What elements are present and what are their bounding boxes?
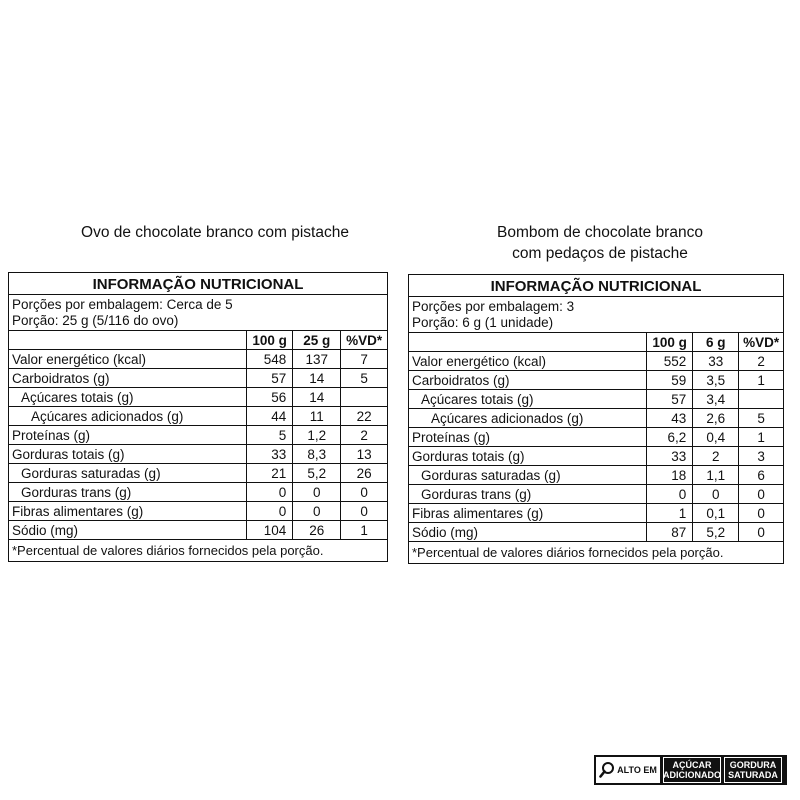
nutrient-value: 2 — [693, 447, 739, 466]
nutrient-value: 0 — [739, 485, 783, 504]
nutrient-name: Sódio (mg) — [9, 521, 247, 540]
nutrient-value: 33 — [647, 447, 693, 466]
right-column-header: 100 g — [647, 333, 693, 352]
right-column-header — [409, 333, 647, 352]
left-title-line: Ovo de chocolate branco com pistache — [81, 224, 349, 241]
added-sugar-box — [663, 757, 721, 783]
nutrient-name: Gorduras trans (g) — [9, 483, 247, 502]
nutrient-value: 0 — [739, 504, 783, 523]
right-title-line-1: Bombom de chocolate branco — [497, 224, 703, 241]
table-row — [9, 369, 387, 388]
nutrient-name: Gorduras saturadas (g) — [409, 466, 647, 485]
saturated-fat-line-1: GORDURA — [729, 760, 777, 770]
left-serving-info — [9, 295, 387, 331]
nutrient-value: 2 — [341, 426, 387, 445]
nutrient-value: 552 — [647, 352, 693, 371]
table-row — [409, 428, 783, 447]
right-portion-size: Porção: 6 g (1 unidade) — [412, 315, 554, 330]
left-column-header — [9, 331, 247, 350]
nutrient-name: Valor energético (kcal) — [9, 350, 247, 369]
nutrient-value: 6,2 — [647, 428, 693, 447]
right-product-title — [405, 222, 795, 264]
nutrient-value: 1,2 — [293, 426, 341, 445]
nutrient-value: 13 — [341, 445, 387, 464]
right-servings-per-package: Porções por embalagem: 3 — [412, 299, 575, 314]
table-row — [9, 426, 387, 445]
table-row — [409, 371, 783, 390]
table-row — [409, 523, 783, 542]
nutrient-value: 87 — [647, 523, 693, 542]
saturated-fat-box — [724, 757, 782, 783]
nutrient-value: 2,6 — [693, 409, 739, 428]
right-footnote: *Percentual de valores diários fornecidos pela porção. — [412, 545, 724, 560]
front-warning-badge — [594, 755, 787, 785]
nutrient-name: Açúcares totais (g) — [409, 390, 647, 409]
right-label-header: INFORMAÇÃO NUTRICIONAL — [409, 275, 783, 297]
nutrient-value: 137 — [293, 350, 341, 369]
nutrient-name: Açúcares adicionados (g) — [9, 407, 247, 426]
right-column-header: 6 g — [693, 333, 739, 352]
right-title-line-2: com pedaços de pistache — [512, 245, 688, 262]
nutrient-value: 0,4 — [693, 428, 739, 447]
table-row — [409, 485, 783, 504]
added-sugar-line-2: ADICIONADO — [663, 770, 721, 780]
nutrient-value: 1 — [341, 521, 387, 540]
nutrient-value: 0 — [247, 483, 293, 502]
nutrient-value: 11 — [293, 407, 341, 426]
right-column-header: %VD* — [739, 333, 783, 352]
table-row — [9, 521, 387, 540]
nutrient-name: Valor energético (kcal) — [409, 352, 647, 371]
nutrient-value: 57 — [647, 390, 693, 409]
nutrient-value: 18 — [647, 466, 693, 485]
nutrient-name: Gorduras trans (g) — [409, 485, 647, 504]
table-row — [9, 483, 387, 502]
nutrient-value: 56 — [247, 388, 293, 407]
table-row — [9, 388, 387, 407]
nutrient-value: 0 — [693, 485, 739, 504]
left-label-header: INFORMAÇÃO NUTRICIONAL — [9, 273, 387, 295]
nutrient-value: 5 — [247, 426, 293, 445]
right-column-header-row — [409, 333, 783, 352]
table-row — [409, 409, 783, 428]
left-column-header: 100 g — [247, 331, 293, 350]
nutrient-value: 548 — [247, 350, 293, 369]
nutrient-value: 57 — [247, 369, 293, 388]
nutrient-value: 59 — [647, 371, 693, 390]
table-row — [409, 466, 783, 485]
nutrient-value: 33 — [693, 352, 739, 371]
nutrient-value: 33 — [247, 445, 293, 464]
nutrient-name: Carboidratos (g) — [409, 371, 647, 390]
table-row — [9, 502, 387, 521]
nutrient-value: 7 — [341, 350, 387, 369]
nutrient-value: 0 — [247, 502, 293, 521]
nutrient-value: 5 — [341, 369, 387, 388]
right-nutrition-table — [409, 333, 783, 542]
left-nutrition-table — [9, 331, 387, 540]
nutrient-value: 5,2 — [293, 464, 341, 483]
left-column-header: %VD* — [341, 331, 387, 350]
nutrient-name: Fibras alimentares (g) — [409, 504, 647, 523]
nutrient-value: 8,3 — [293, 445, 341, 464]
left-footnote: *Percentual de valores diários fornecidos pela porção. — [12, 543, 324, 558]
nutrient-value: 0 — [647, 485, 693, 504]
nutrient-value: 1,1 — [693, 466, 739, 485]
table-row — [409, 352, 783, 371]
nutrient-value: 44 — [247, 407, 293, 426]
saturated-fat-line-2: SATURADA — [728, 770, 778, 780]
nutrient-value: 0,1 — [693, 504, 739, 523]
added-sugar-line-1: AÇÚCAR — [672, 760, 712, 770]
nutrient-name: Sódio (mg) — [409, 523, 647, 542]
nutrient-value — [739, 390, 783, 409]
nutrient-value: 1 — [647, 504, 693, 523]
left-column-header-row — [9, 331, 387, 350]
nutrient-name: Fibras alimentares (g) — [9, 502, 247, 521]
nutrient-value: 3 — [739, 447, 783, 466]
table-row — [409, 390, 783, 409]
nutrient-value: 1 — [739, 371, 783, 390]
nutrient-value: 0 — [341, 502, 387, 521]
nutrient-value — [341, 388, 387, 407]
nutrient-value: 5 — [739, 409, 783, 428]
table-row — [409, 504, 783, 523]
nutrient-value: 104 — [247, 521, 293, 540]
nutrient-value: 0 — [739, 523, 783, 542]
nutrient-value: 0 — [293, 502, 341, 521]
nutrient-value: 5,2 — [693, 523, 739, 542]
nutrient-name: Açúcares totais (g) — [9, 388, 247, 407]
nutrient-name: Açúcares adicionados (g) — [409, 409, 647, 428]
left-nutrition-label — [8, 272, 388, 562]
table-row — [9, 445, 387, 464]
nutrient-name: Gorduras saturadas (g) — [9, 464, 247, 483]
left-portion-size: Porção: 25 g (5/116 do ovo) — [12, 313, 179, 328]
magnifier-icon — [599, 761, 615, 779]
nutrient-value: 21 — [247, 464, 293, 483]
right-serving-info — [409, 297, 783, 333]
nutrient-value: 0 — [341, 483, 387, 502]
nutrient-value: 3,5 — [693, 371, 739, 390]
nutrient-name: Carboidratos (g) — [9, 369, 247, 388]
table-row — [9, 407, 387, 426]
nutrient-value: 26 — [293, 521, 341, 540]
nutrient-value: 14 — [293, 388, 341, 407]
nutrient-value: 3,4 — [693, 390, 739, 409]
nutrient-name: Gorduras totais (g) — [409, 447, 647, 466]
nutrient-name: Proteínas (g) — [409, 428, 647, 447]
nutrient-value: 1 — [739, 428, 783, 447]
table-row — [9, 464, 387, 483]
table-row — [9, 350, 387, 369]
alto-em-box — [596, 757, 660, 783]
alto-em-text: ALTO EM — [617, 765, 657, 775]
nutrient-value: 0 — [293, 483, 341, 502]
left-servings-per-package: Porções por embalagem: Cerca de 5 — [12, 297, 233, 312]
nutrient-value: 26 — [341, 464, 387, 483]
nutrient-value: 22 — [341, 407, 387, 426]
nutrient-value: 6 — [739, 466, 783, 485]
nutrient-name: Proteínas (g) — [9, 426, 247, 445]
nutrient-value: 14 — [293, 369, 341, 388]
nutrient-value: 43 — [647, 409, 693, 428]
left-product-title — [10, 222, 420, 243]
right-nutrition-label — [408, 274, 784, 564]
nutrient-name: Gorduras totais (g) — [9, 445, 247, 464]
nutrient-value: 2 — [739, 352, 783, 371]
left-column-header: 25 g — [293, 331, 341, 350]
table-row — [409, 447, 783, 466]
